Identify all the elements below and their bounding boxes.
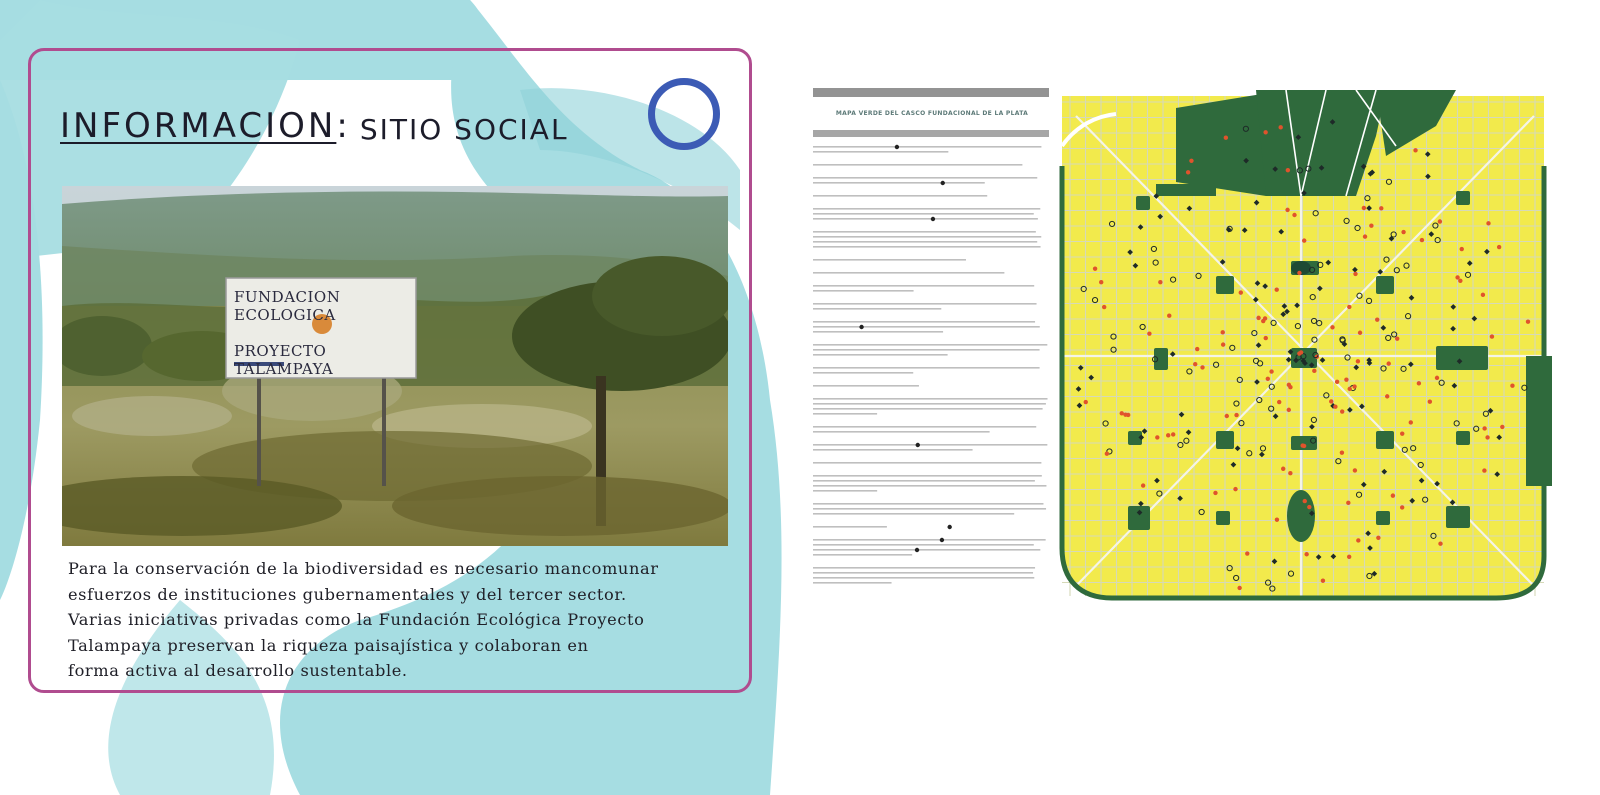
- document-text-block: [813, 86, 1053, 606]
- page-title: [60, 96, 569, 146]
- caption-line: forma activa al desarrollo sustentable.: [68, 661, 408, 680]
- caption-line: Varias iniciativas privadas como la Fundación Ecológica Proyecto: [68, 610, 645, 629]
- caption-line: Para la conservación de la biodiversidad es necesario mancomunar: [68, 559, 659, 578]
- sign-line-1: FUNDACION ECOLOGICA: [234, 288, 341, 324]
- city-green-map: [1056, 86, 1552, 604]
- title-subtitle: SITIO SOCIAL: [359, 113, 569, 146]
- green-map-page: [803, 0, 1600, 795]
- title-main: INFORMACION: [60, 106, 337, 146]
- caption-line: Talampaya preservan la riqueza paisajística y colaboran en: [68, 635, 589, 655]
- caption-text: [68, 556, 728, 684]
- sign-line-2: PROYECTO TALAMPAYA: [234, 342, 334, 378]
- ring-icon: [648, 78, 720, 150]
- title-separator: :: [336, 106, 348, 146]
- sign-text: [228, 280, 414, 376]
- caption-line: esfuerzos de instituciones gubernamentales y del tercer sector.: [68, 584, 627, 604]
- map-title: MAPA VERDE DEL CASCO FUNDACIONAL DE LA PLATA: [835, 110, 1029, 117]
